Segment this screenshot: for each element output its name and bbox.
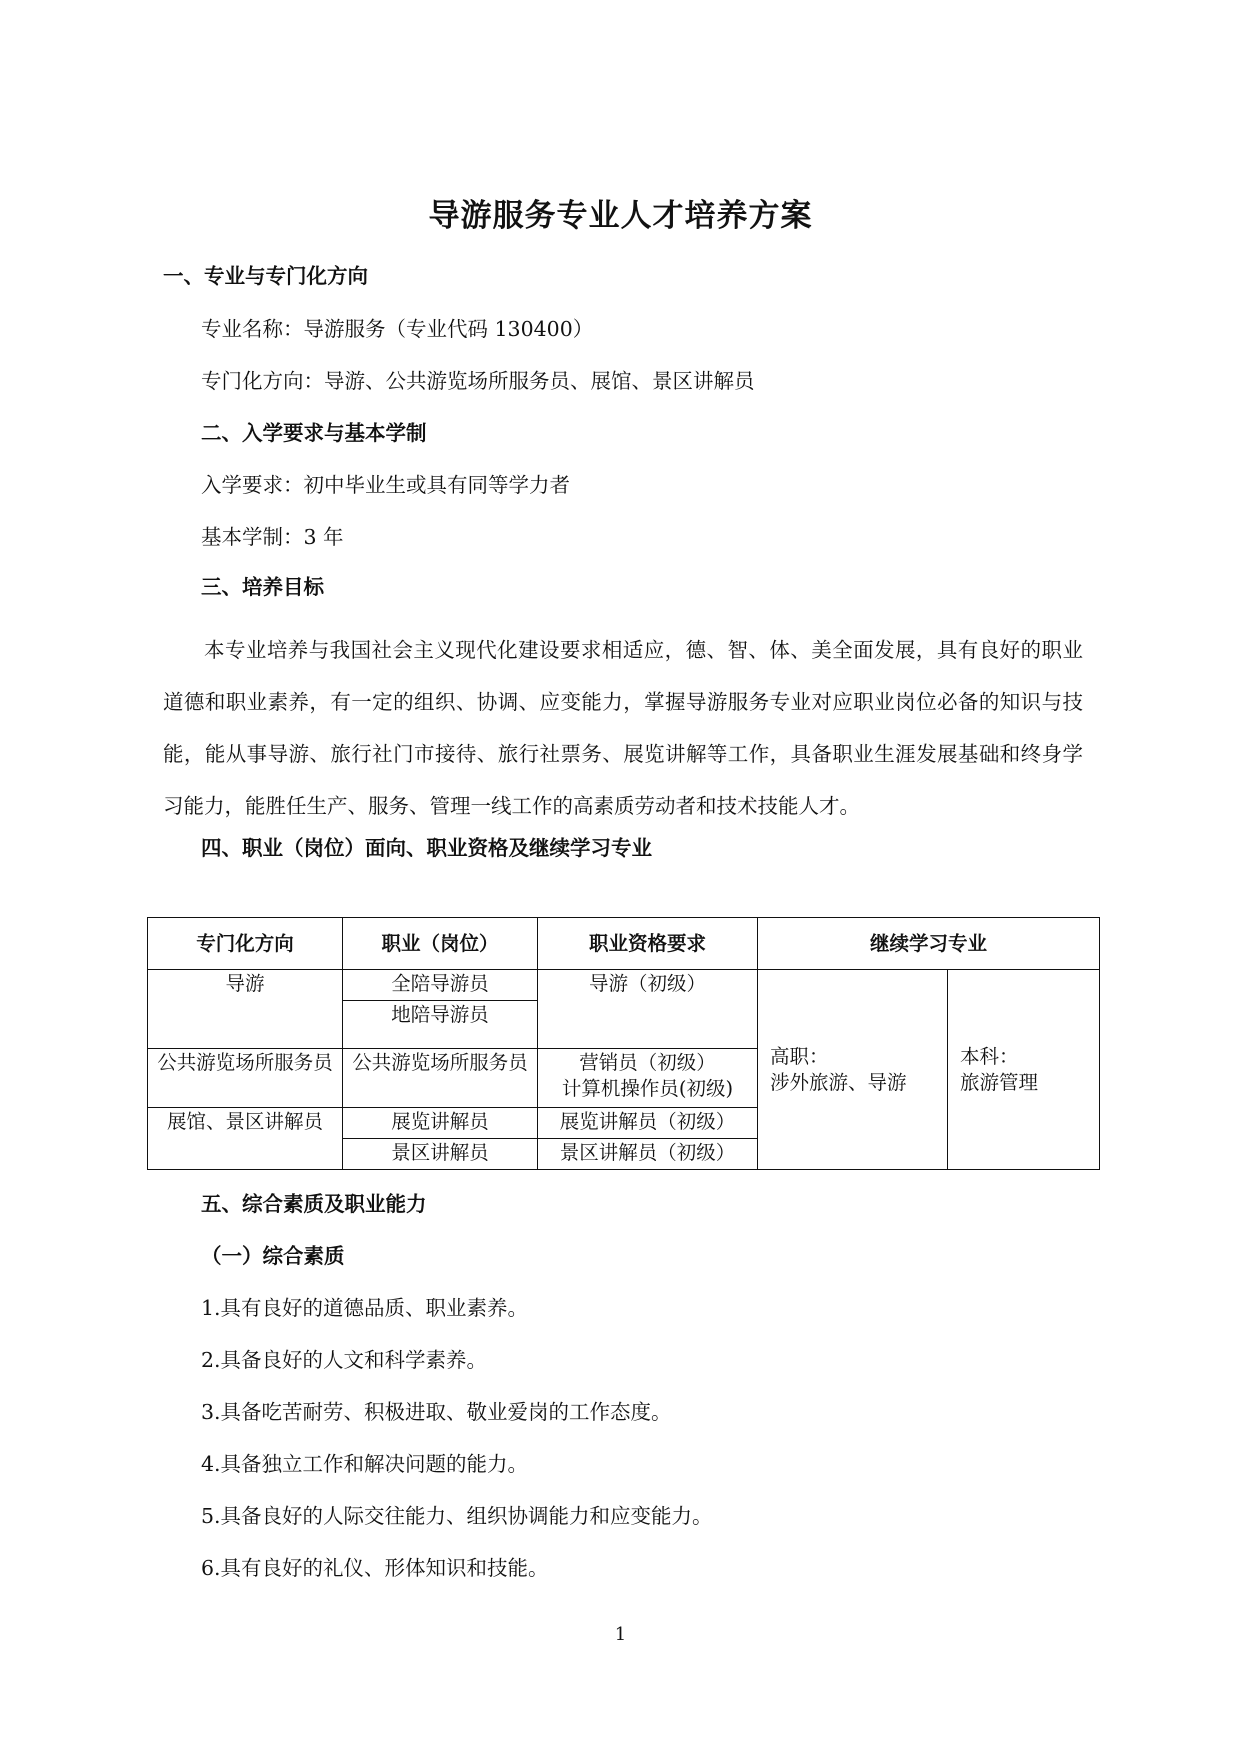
header-job: 职业（岗位）: [343, 918, 538, 970]
quality-item-3: 3.具备吃苦耐劳、积极进取、敬业爱岗的工作态度。: [201, 1400, 672, 1424]
cell-cert-public: [538, 1049, 758, 1108]
quality-item-5: 5.具备良好的人际交往能力、组织协调能力和应变能力。: [201, 1504, 713, 1528]
quality-item-2: 2.具备良好的人文和科学素养。: [201, 1348, 488, 1372]
study-duration-line: 基本学制：3 年: [201, 525, 344, 549]
quality-item-1: 1.具有良好的道德品质、职业素养。: [201, 1296, 529, 1320]
vocational-value: 涉外旅游、导游: [770, 1070, 907, 1094]
document-title: 导游服务专业人才培养方案: [428, 198, 813, 234]
admission-requirement-line: 入学要求：初中毕业生或具有同等学力者: [201, 473, 570, 497]
cell-job-exhibit: 展览讲解员: [343, 1107, 538, 1138]
cell-job-public: 公共游览场所服务员: [343, 1049, 538, 1108]
table-header-row: [148, 918, 1100, 970]
cell-job-scenic: 景区讲解员: [343, 1138, 538, 1169]
quality-item-6: 6.具有良好的礼仪、形体知识和技能。: [201, 1556, 549, 1580]
cell-cert-guide: 导游（初级）: [538, 970, 758, 1049]
section-4-heading: 四、职业（岗位）面向、职业资格及继续学习专业: [201, 836, 652, 860]
cell-cert-exhibit: 展览讲解员（初级）: [538, 1107, 758, 1138]
cert-public-2: 计算机操作员(初级): [561, 1077, 734, 1101]
header-certification: 职业资格要求: [538, 918, 758, 970]
section-5-heading: 五、综合素质及职业能力: [201, 1192, 427, 1216]
major-name-line: 专业名称：导游服务（专业代码 130400）: [201, 317, 594, 341]
bachelor-value: 旅游管理: [960, 1070, 1039, 1094]
career-table: [147, 917, 1100, 1170]
cell-direction-public: 公共游览场所服务员: [148, 1049, 343, 1108]
cell-direction-guide: 导游: [148, 970, 343, 1049]
table-row: [148, 970, 1100, 1001]
section-2-heading: 二、入学要求与基本学制: [201, 421, 427, 445]
header-further-study: 继续学习专业: [758, 918, 1100, 970]
page-number: 1: [614, 1624, 627, 1645]
vocational-label: 高职：: [770, 1044, 829, 1068]
training-goal-paragraph: 本专业培养与我国社会主义现代化建设要求相适应，德、智、体、美全面发展，具有良好的职业道德和职业素养，有一定的组织、协调、应变能力，掌握导游服务专业对应职业岗位必备的知识与技能，能从事导游、旅行社门市接待、旅行社票务、展览讲解等工作，具备职业生涯发展基础和终身学习能力，能胜任生产、服务、管理一线工作的高素质劳动者和技术技能人才。: [163, 638, 1083, 818]
cell-job-local-guide: 地陪导游员: [343, 1001, 538, 1049]
cell-bachelor-study: [948, 970, 1100, 1170]
specialization-line: 专门化方向：导游、公共游览场所服务员、展馆、景区讲解员: [201, 369, 755, 393]
cell-vocational-study: [758, 970, 948, 1170]
quality-item-4: 4.具备独立工作和解决问题的能力。: [201, 1452, 529, 1476]
cert-public-1: 营销员（初级）: [579, 1051, 716, 1075]
cell-direction-exhibit: 展馆、景区讲解员: [148, 1107, 343, 1169]
header-direction: 专门化方向: [148, 918, 343, 970]
cell-cert-scenic: 景区讲解员（初级）: [538, 1138, 758, 1169]
section-5-subheading: （一）综合素质: [201, 1244, 345, 1268]
bachelor-label: 本科：: [960, 1044, 1019, 1068]
cell-job-full-escort: 全陪导游员: [343, 970, 538, 1001]
section-3-heading: 三、培养目标: [201, 575, 324, 599]
section-1-heading: 一、专业与专门化方向: [163, 264, 368, 288]
